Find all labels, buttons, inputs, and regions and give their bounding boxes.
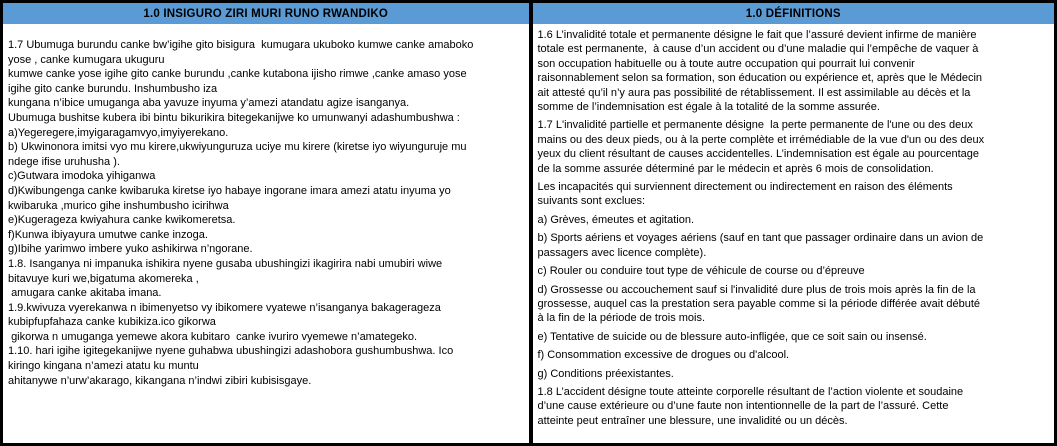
text-line: bitavuye kuri we,bigatuma akomereka , — [8, 272, 199, 285]
left-column-header — [3, 3, 529, 24]
column-kirundi — [3, 3, 529, 443]
text-line: c) Rouler ou conduire tout type de véhicule de course ou d’épreuve — [537, 265, 865, 278]
text-line: suivants sont exclues: — [537, 195, 646, 208]
text-line: somme de l’indemnisation est égale à la totalité de la somme assurée. — [537, 101, 880, 114]
text-line: d)Kwibungenga canke kwibaruka kiretse iyo habaye ingorane imara amezi atatu inyuma yo — [8, 184, 451, 197]
paragraph — [538, 213, 1049, 227]
paragraph — [538, 231, 1049, 260]
text-line: a) Grèves, émeutes et agitation. — [537, 213, 695, 226]
text-line: kumwe canke yose igihe gito canke burundu ,canke kutabona ijisho rimwe ,canke amaso yose — [8, 68, 467, 81]
text-line: 1.9.kwivuza vyerekanwa n ibimenyetso vy ibikomere vyatewe n’isanganya bakagerageza — [8, 301, 441, 314]
paragraph — [538, 385, 1049, 428]
right-column-header — [533, 3, 1055, 24]
text-line: g)Ibihe yarimwo imbere yuko ashikirwa n’ngorane. — [8, 243, 253, 256]
text-line: 1.8. Isanganya ni impanuka ishikira nyene gusaba ubushingizi ikagirira nabi umubiri wiwe — [8, 257, 443, 270]
text-line: d’une cause extérieure ou d’une faute non intentionnelle de la part de l’assuré. Cette — [537, 400, 949, 413]
text-line: yeux du client résultant de causes accidentelles. L’indemnisation est égale au pourcentage — [537, 148, 980, 161]
text-line: atteinte peut entraîner une blessure, une invalidité ou un décès. — [537, 414, 848, 427]
text-line: e)Kugerageza kwiyahura canke kwikomeretsa. — [8, 214, 236, 227]
text-line: raisonnablement selon sa formation, son éducation ou expérience et, après que le Médecin — [537, 72, 983, 85]
paragraph — [538, 28, 1049, 114]
text-line: ait attesté qu’il n’y aura pas possibilité de rétablissement. Il est assimilable au décès et la — [537, 86, 971, 99]
text-line: 1.7 Ubumuga burundu canke bw’igihe gito bisigura kumugara ukuboko kumwe canke amaboko — [8, 39, 474, 51]
text-line: e) Tentative de suicide ou de blessure auto-infligée, que ce soit sain ou insensé. — [537, 330, 927, 343]
text-line: c)Gutwara imodoka yihiganwa — [8, 170, 156, 183]
text-line: gikorwa n umuganga yemewe akora kubitaro canke ivuriro vyemewe n’amategeko. — [8, 330, 418, 343]
text-line: kwibaruka ,murico gihe inshumbusho icirihwa — [8, 199, 229, 212]
right-column-header-text: 1.0 DÉFINITIONS — [745, 7, 841, 20]
text-line: igihe gito canke burundu. Inshumbusho iza — [8, 82, 218, 95]
text-line: 1.7 L'invalidité partielle et permanente désigne la perte permanente de l'une ou des deux — [537, 119, 973, 132]
text-line: f)Kunwa ibiyayura umutwe canke inzoga. — [8, 228, 208, 241]
text-line: kungana n’ibice umuganga aba yavuze inyuma y’amezi atandatu agize isanganya. — [8, 97, 410, 110]
left-column-body — [3, 24, 529, 443]
left-column-header-text: 1.0 INSIGURO ZIRI MURI RUNO RWANDIKO — [143, 7, 389, 20]
text-line: 1.10. hari igihe igitegekanijwe nyene guhabwa ubushingizi adashobora gushumbushwa. Ico — [8, 345, 454, 358]
text-line: yose , canke kumugara ukuguru — [8, 53, 165, 66]
text-line: Ubumuga bushitse kubera ibi bintu bikurikira bitegekanijwe ko umunwanyi adashumbushwa : — [8, 111, 460, 124]
text-line: a)Yegeregere,imyigaragamvyo,imyiyerekano. — [8, 126, 229, 139]
paragraph — [538, 348, 1049, 362]
text-line: kubipfupfahaza canke kubikiza.ico gikorwa — [8, 316, 216, 329]
paragraph — [538, 180, 1049, 209]
text-line: 1.6 L’invalidité totale et permanente désigne le fait que l’assuré devient infirme de manière — [537, 29, 977, 41]
text-line: à la fin de la période de trois mois. — [537, 312, 706, 325]
text-line: b) Sports aériens et voyages aériens (sauf en tant que passager ordinaire dans un avion de — [537, 232, 984, 245]
text-line: g) Conditions préexistantes. — [537, 367, 674, 380]
text-line: f) Consommation excessive de drogues ou d'alcool. — [537, 349, 790, 362]
paragraph — [538, 283, 1049, 326]
text-line: ahitanywe n’urw’akarago, kikangana n’indwi zibiri kubisisgaye. — [8, 374, 312, 387]
paragraph — [538, 118, 1049, 176]
text-line: totale est permanente, à cause d’un accident ou d’une maladie qui l’empêche de vaquer à — [537, 43, 979, 56]
text-line: de la somme assurée déterminé par le médecin et après 6 mois de consolidation. — [537, 162, 934, 175]
text-line: amugara canke akitaba imana. — [8, 287, 162, 300]
text-line: passagers avec licence complète). — [537, 246, 707, 259]
text-line: grossesse, auquel cas la prestation sera payable comme si la période différée avait débuté — [537, 297, 981, 310]
text-line: son occupation habituelle ou à toute autre occupation qui pourrait lui convenir — [537, 57, 915, 70]
text-line: ndege ifise uruhusha ). — [8, 155, 120, 168]
text-line: Les incapacités qui surviennent directement ou indirectement en raison des éléments — [537, 181, 953, 194]
column-french — [529, 3, 1055, 443]
text-line: b) Ukwinonora imitsi vyo mu kirere,ukwiyunguruza uciye mu kirere (kiretse iyo wiyunguruje mu — [8, 141, 467, 154]
paragraph — [538, 367, 1049, 381]
text-line: kiringo kingana n’amezi atatu ku muntu — [8, 360, 199, 373]
text-line: 1.8 L’accident désigne toute atteinte corporelle résultant de l’action violente et soudaine — [537, 385, 964, 398]
text-line: mains ou des deux pieds, ou à la perte complète et irrémédiable de la vue d'un ou des deux — [537, 133, 985, 146]
text-line: d) Grossesse ou accouchement sauf si l'invalidité dure plus de trois mois après la fin de la — [537, 283, 976, 296]
paragraph — [538, 330, 1049, 344]
right-column-body — [533, 24, 1055, 443]
paragraph — [538, 264, 1049, 278]
